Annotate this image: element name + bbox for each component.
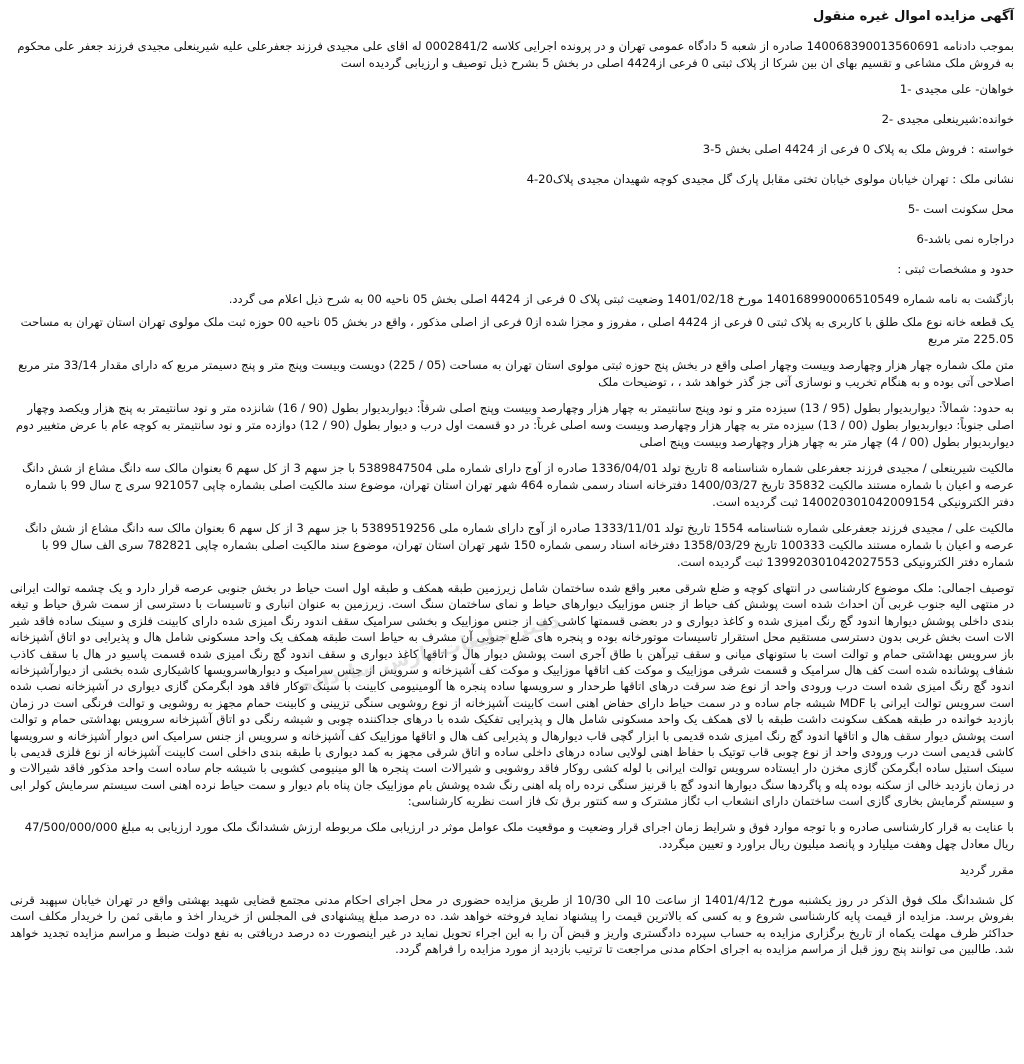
decision-heading: مقرر گردید (959, 862, 1014, 877)
intro-paragraph: بموجب دادنامه 140068390013560691 صادره از شعبه 5 دادگاه عمومی تهران و در پرونده اجرایی کلاسه 0002841/2 له اقای علی مجیدی فرزند جعفرعلی علیه شیرینعلی مجیدی فرزند جعفر علی محکوم به فروش ملک مشاعی و تقسیم بهای ان بین شرکا از پلاک ثبتی 0 فرعی از4424 اصلی در بخش 5 بشرح ذیل توصیف و ارزیابی گردیده است (17, 39, 1014, 70)
watermark: دفتر تبلیغات پارس سادداده (297, 608, 563, 696)
document-title: آگهی مزایده اموال غیره منقول (813, 9, 1014, 24)
item-plaintiff: خواهان- علی مجیدی -1 (899, 82, 1014, 96)
registry-paragraph-owner-2: مالکیت علی / مجیدی فرزند جعفرعلی شماره شناسنامه 1554 تاریخ تولد 1333/11/01 صادره از آوج دارای شماره ملی 5389519256 با جز سهم 3 از کل سهم 6 بعنوان مالک سه دانگ مشاع از شش دانگ عرصه و اعیان با شماره مستند مالکیت 100333 تاریخ 1358/03/29 دفترخانه اسناد رسمی شماره 150 شهر تهران استان تهران، موضوع سند مالکیت اصلی بشماره چاپی 782821 سری الف سال 99 با شماره دفتر الکترونیکی 139920301042027553 ثبت گردیده است. (24, 521, 1014, 569)
item-lease: دراجاره نمی باشد-6 (916, 232, 1014, 246)
item-registry-heading: حدود و مشخصات ثبتی : (897, 262, 1014, 276)
expert-opinion: با عنایت به قرار کارشناسی صادره و با توجه موارد فوق و شرایط زمان اجرای قرار وضعیت و موقعیت ملک عوامل موثر در ارزیابی ملک مربوطه ارزش ششدانگ ملک مورد ارزیابی به مبلغ 47/500/000/000 ریال معادل چهل وهفت میلیارد و پانصد میلیون ریال براورد و تعیین میگردد. (24, 819, 1014, 851)
item-residence: محل سکونت است -5 (907, 202, 1014, 216)
item-defendant: خوانده:شیرینعلی مجیدی -2 (881, 112, 1014, 126)
property-description: توصیف اجمالی: ملک موضوع کارشناسی در انتهای کوچه و ضلع شرقی معبر واقع شده ساختمان شامل زیرزمین طبقه همکف و طبقه اول است حیاط در بخش جنوبی عرصه قرار دارد و یک چشمه توالت ایرانی در منتهی الیه جنوب غربی آن احداث شده است پوشش کف حیاط از جنس موزاییک دیوارهای حیاط و نمای ساختمان سنگ است. زیرزمین به عنوان انباری و تاسیسات با دسترسی از سمت شرق حیاط و تیغه بندی داخلی پوشش دیوارها اندود گچ رنگ امیزی شده و کاغذ دیواری و در بعضی قسمتها کاشی کف از جنس موزاییک و بخشی سرامیک سقف اندود رنگ امیزی شده دارای کابینت فلزی و سینک ساده فاقد شیر الات است بخش غربی بدون دسترسی مستقیم محل استقرار تاسیسات موتورخانه بوده و پنجره های ضلع جنوبی آن مشرف به حیاط است طبقه همکف یک واحد مسکونی شامل هال و پذیرایی دو اتاق آشپزخانه باز سرویس بهداشتی حمام و توالت است با ستونهای میانی و سقف تیرآهن با طاق آجری است پوشش دیوار هال و اتاقها کاغذ دیواری و سقف اندود گچ رنگ امیزی شده قسمت پاسیو در هال با سقف کاذب شفاف پوشانده شده است کف هال سرامیک و قسمت شرقی موزاییک و موکت کف اتاقها موزاییک و موکت کف آشپزخانه و سرویس از جنس سرامیک و دیوارهاسرویسها کاشیکاری شده بخشی از دیوارآشپزخانه اندود گچ رنگ امیزی شده است درب ورودی واحد از نوع ضد سرقت درهای اتاقها طرحدار و سرویسها ساده پنجره ها آلومینیومی کابینت با سینک توکار فاقد هود ابگرمکن گازی دیواری در آشپزخانه نصب شده است سرویس توالت ایرانی با MDF شیشه جام ساده و در سمت حیاط دارای حفاض اهنی است کابینت آشپزخانه از نوع روشویی سنگی تزیینی و کابینت حمام مجهز به روشویی و توالت فرنگی است در زمان بازدید خوانده در طبقه همکف سکونت داشت طبقه با لای همکف یک واحد مسکونی شامل هال و پذیرایی تفکیک شده با درهای جداکننده چوبی و شیشه رنگی دو اتاق آشپزخانه سرویس بهداشتی حمام و توالت است پوشش دیوار سقف هال و اتاقها اندود گچ رنگ امیزی شده قدیمی با ابزار گچی قاب دیوارهال و پذیرایی کف هال و اتاقها موزاییک کف آشپزخانه و سرویس از جنس سرامیک اس دیوار آشپزخانه و سرویسها کاشی قدیمی است درب ورودی واحد از نوع چوبی قاب توتیک با حفاظ اهنی لولایی ساده درهای داخلی ساده و اتاق شرقی مجهز به کمد دیواری با طبقه بندی داخلی است کابینت آشپزخانه از نوع فلزی قدیمی با سینک استیل ساده ابگرمکن گازی مخزن دار ایستاده سرویس توالت ایرانی با لوله کشی روکار فاقد روشویی و شیرالات است پنجره ها الو مینیومی کشویی با شیشه جام ساده است واحد مذکور فاقد شیرالات و در زمان بازدید خالی از سکنه بوده پله و پاگردها سنگ دیوارها اندود گچ با قرنیز سنگی نرده راه پله اهنی رنگ شده پوشش بام موزاییک جان پناه بام دیوار و سمت حیاط نرده اهنی است سیستم سرمایش کولر ابی و سیستم گرمایش بخاری گازی است ساختمان دارای انشعاب اب ئگاز مشترک و سه کنتور برق تک فاز است نظریه کارشناسی: (10, 581, 1014, 809)
registry-paragraph-status: بازگشت به نامه شماره 140168990006510549 مورخ 1401/02/18 وضعیت ثبتی پلاک 0 فرعی از 4424 اصلی بخش 05 ناحیه 00 به شرح ذیل اعلام می گردد. (228, 292, 1014, 306)
registry-paragraph-boundaries: به حدود: شمالاً: دیواربدیوار بطول (95 / 13) سیزده متر و نود وپنج سانتیمتر به چهار هزار وچهارصد وبیست وپنج اصلی شرقاً: دیواربدیوار بطول (90 / 16) شانزده متر و نود سانتیمتر به پنج هزار ویکصد وچهار اصلی جنوباً: دیواربدیوار بطول (00 / 13) سیزده متر به چهار هزار وچهارصد وبیست وسه اصلی غرباً: در دو قسمت اول درب و دیوار بطول (90 / 12) دوازده متر و نود سانتیمتر به کوچه عام با عرض متغییر دوم دیواربدیوار بطول (00 / 4) چهار متر به چهار هزار وچهارصد وبیست وپنج اصلی (15, 401, 1014, 449)
item-address: نشانی ملک : تهران خیابان مولوی خیابان تختی مقابل پارک گل مجیدی کوچه شهیدان مجیدی پلاک20-4 (526, 172, 1014, 186)
registry-paragraph-parcel: یک قطعه خانه نوع ملک طلق با کاربری به پلاک ثبتی 0 فرعی از 4424 اصلی ، مفروز و مجزا شده از0 فرعی از اصلی مذکور ، واقع در بخش 05 ناحیه 00 حوزه ثبت ملک مولوی تهران استان تهران به مساحت 225.05 متر مربع (20, 315, 1014, 346)
registry-paragraph-text: متن ملک شماره چهار هزار وچهارصد وبیست وچهار اصلی واقع در بخش پنج حوزه ثبتی مولوی استان تهران به مساحت (05 / 225) دویست وبیست وپنج متر و پنج دسیمتر مربع که دارای مقدار 33/14 متر مربع اصلاحی آتی بوده و به هنگام تخریب و نوسازی آتی جز گذر خواهد شد ، ، توضیحات ملک (18, 358, 1014, 389)
auction-terms: کل ششدانگ ملک فوق الذکر در روز یکشنبه مورخ 1401/4/12 از ساعت 10 الی 10/30 از طریق مزایده حضوری در محل اجرای احکام مدنی مجتمع قضایی شهید بهشتی واقع در تهران خیابان سپهبد قرنی بفروش برسد. مزایده از قیمت پایه کارشناسی شروع و به کسی که بالاترین قیمت را پیشنهاد نماید فروخته خواهد شد. ده درصد مبلغ پیشنهادی فی المجلس از خریدار اخذ و مابقی ثمن را خریدار مکلف است حداکثر ظرف مهلت یکماه از تاریخ برگزاری مزایده به حساب سپرده دادگستری واریز و قبض آن را به این اجراء تحویل نماید در غیر اینصورت ده درصد دریافتی به نفع دولت ضبط و مراسم مزایده تجدید خواهد شد. طالبین می توانند پنج روز قبل از مراسم مزایده به اجرای احکام مدنی مراجعت تا ترتیب بازدید از مورد مزایده را فراهم گردد. (10, 892, 1014, 956)
item-request: خواسته : فروش ملک به پلاک 0 فرعی از 4424 اصلی بخش 5-3 (702, 142, 1014, 156)
registry-paragraph-owner-1: مالکیت شیرینعلی / مجیدی فرزند جعفرعلی شماره شناسنامه 8 تاریخ تولد 1336/04/01 صادره از آوج دارای شماره ملی 5389847504 با جز سهم 3 از کل سهم 6 بعنوان مالک سه دانگ مشاع از شش دانگ عرصه و اعیان با شماره مستند مالکیت 35832 تاریخ 1400/03/27 دفترخانه اسناد رسمی شماره 464 شهر تهران استان تهران، موضوع سند مالکیت اصلی بشماره چاپی 921057 سری ج سال 99 با شماره دفتر الکترونیکی 140020301042009154 ثبت گردیده است. (22, 461, 1014, 509)
